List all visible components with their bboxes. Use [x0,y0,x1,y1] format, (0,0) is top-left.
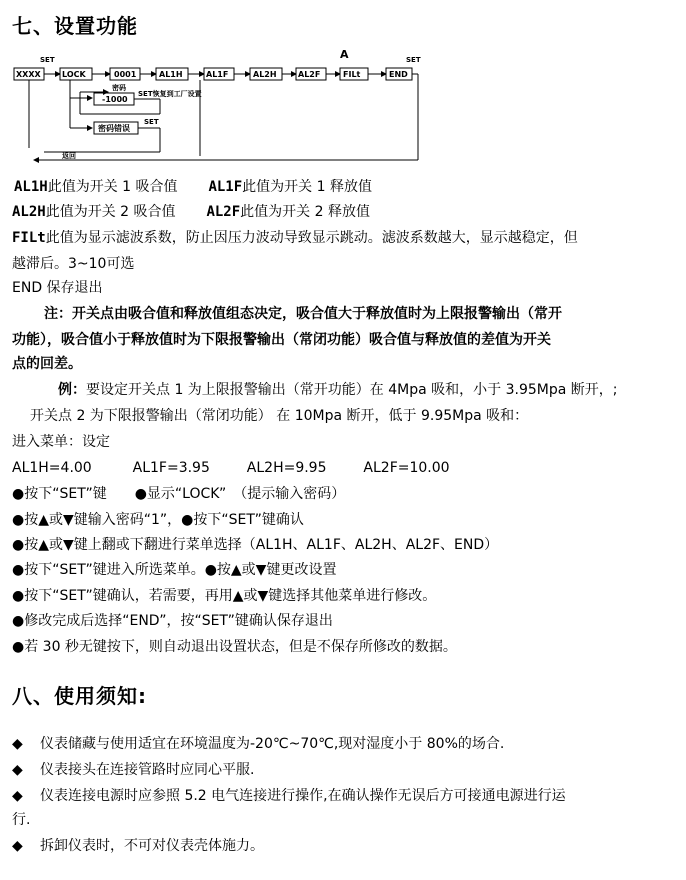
def-filt-text: 此值为显示滤波系数，防止因压力波动导致显示跳动。滤波系数越大，显示越稳定，但 [45,230,578,246]
reset-note: SET恢复到工厂设置 [138,90,202,98]
example-label: 例： [58,382,86,398]
box-al2f-text: AL2F [298,70,321,79]
step-1: ●按下“SET”键 ●显示“LOCK” （提示输入密码） [12,486,346,502]
step-5: ●按下“SET”键确认，若需要，再用▲或▼键选择其他菜单进行修改。 [12,588,437,604]
diamond-bullet-icon: ◆ [12,838,23,854]
step-4: ●按下“SET”键进入所选菜单。●按▲或▼键更改设置 [12,562,337,578]
example-values [12,456,450,480]
notice-text-3-cont: 行. [12,812,31,828]
notice-text-2: 仪表接头在连接管路时应同心平服. [40,762,255,778]
note-line-1 [44,302,562,326]
password-label: 密码 [112,84,126,92]
step-7: ●若 30 秒无键按下，则自动退出设置状态，但是不保存所修改的数据。 [12,639,457,655]
def-line-3 [12,226,578,250]
diamond-bullet-icon: ◆ [12,762,23,778]
return-label: 返回 [62,152,76,160]
set-label-right: SET [406,56,421,64]
notice-item-4 [12,834,264,858]
notice-text-3: 仪表连接电源时应参照 5.2 电气连接进行操作,在确认操作无误后方可接通电源进行运 [40,788,566,804]
box-password-error [94,122,138,134]
step-3: ●按▲或▼键上翻或下翻进行菜单选择（AL1H、AL1F、AL2H、AL2F、END） [12,537,499,553]
def-line-4: 越滞后。3~10可选 [12,256,135,272]
box-end-text: END [389,70,408,79]
box-al1f [204,68,234,80]
box-0001 [110,68,140,80]
notice-text-4: 拆卸仪表时，不可对仪表壳体施力。 [40,838,264,854]
step-2: ●按▲或▼键输入密码“1”，●按下“SET”键确认 [12,512,304,528]
box-al2h-text: AL2H [253,70,277,79]
box-0001-text: 0001 [114,70,137,79]
notice-text-1: 仪表储藏与使用适宜在环境温度为-20℃~70℃,现对湿度小于 80%的场合. [40,736,505,752]
box-password-error-text: 密码错误 [98,124,130,133]
example-line-2: 开关点 2 为下限报警输出（常闭功能） 在 10Mpa 断开，低于 9.95Mpa 吸和： [30,408,529,424]
box-lock-text: LOCK [62,70,86,79]
notice-item-3 [12,784,566,808]
section-7-title: 七、设置功能 [12,14,138,38]
def-al2h-text: 此值为开关 2 吸合值 [45,204,176,220]
example-line-1 [58,378,618,402]
notice-item-1 [12,732,504,756]
settings-flow-diagram [10,48,430,168]
set-label-error: SET [144,118,159,126]
section-8-title: 八、使用须知: [12,684,147,708]
def-al2h-code: AL2H [12,204,46,220]
value-al1h: AL1H=4.00 [12,460,92,476]
box-al1f-text: AL1F [206,70,229,79]
label-a: A [340,48,349,61]
def-line-2 [12,200,370,224]
example-text-1: 要设定开关点 1 为上限报警输出（常开功能）在 4Mpa 吸和，小于 3.95Mpa 断开，; [86,382,618,398]
box-filt [340,68,368,80]
def-al1f-text: 此值为开关 1 释放值 [242,179,372,195]
note-line-2: 功能），吸合值小于释放值时为下限报警输出（常闭功能）吸合值与释放值的差值为开关 [12,332,551,348]
def-al2f-text: 此值为开关 2 释放值 [240,204,370,220]
value-al2f: AL2F=10.00 [363,460,450,476]
step-6: ●修改完成后选择“END”，按“SET”键确认保存退出 [12,613,333,629]
value-al2h: AL2H=9.95 [246,460,327,476]
diamond-bullet-icon: ◆ [12,736,23,752]
box-al1h [156,68,188,80]
box-end [386,68,412,80]
def-al1h-code: AL1H [14,179,48,195]
def-al1f-code: AL1F [208,179,243,195]
def-al1h-text: 此值为开关 1 吸合值 [47,179,178,195]
def-al2f-code: AL2F [206,204,241,220]
box-al2f [296,68,326,80]
value-al1f: AL1F=3.95 [132,460,210,476]
example-line-3: 进入菜单：设定 [12,434,110,450]
note-label: 注： [44,306,72,322]
def-filt-code: FILt [12,230,46,246]
box-reset-text: -1000 [102,95,128,104]
def-line-5: END 保存退出 [12,280,103,296]
box-xxxx-text: XXXX [16,70,41,79]
box-al2h [250,68,282,80]
box-al1h-text: AL1H [159,70,183,79]
set-label-left: SET [40,56,55,64]
box-filt-text: FILt [343,70,361,79]
def-line-1 [14,175,372,199]
box-reset [94,93,134,105]
diamond-bullet-icon: ◆ [12,788,23,804]
box-xxxx [14,68,44,80]
note-line-3: 点的回差。 [12,356,82,372]
box-lock [60,68,92,80]
note-text-1: 开关点由吸合值和释放值组态决定，吸合值大于释放值时为上限报警输出（常开 [72,306,562,322]
notice-item-2 [12,758,254,782]
